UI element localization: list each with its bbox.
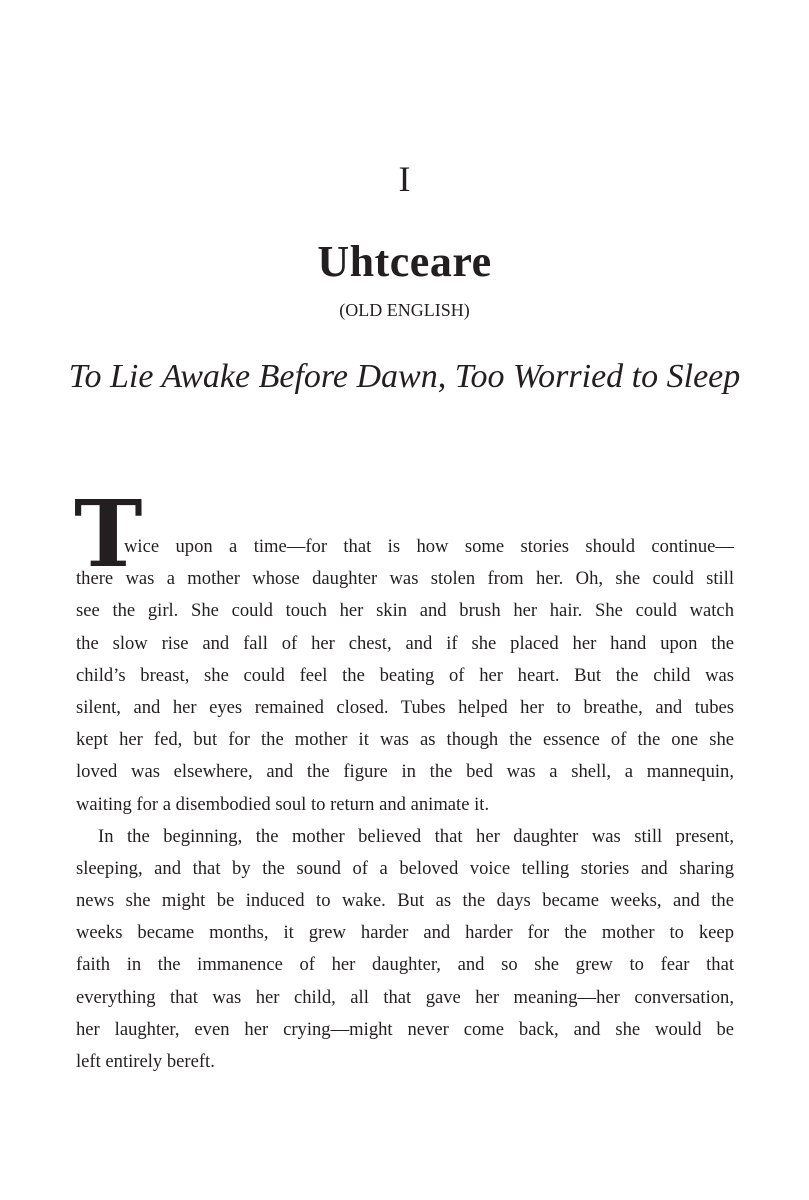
chapter-language-note: (OLD ENGLISH) bbox=[339, 300, 470, 320]
text-line: her laughter, even her crying—might never come back, and she would be bbox=[76, 1018, 734, 1040]
text-line: weeks became months, it grew harder and harder for the mother to keep bbox=[76, 922, 734, 944]
text-line: left entirely bereft. bbox=[76, 1051, 215, 1072]
text-line: kept her fed, but for the mother it was as though the essence of the one she bbox=[76, 729, 734, 751]
text-line: loved was elsewhere, and the figure in the bed was a shell, a mannequin, bbox=[76, 761, 734, 783]
text-line: news she might be induced to wake. But as the days became weeks, and the bbox=[76, 890, 734, 912]
paragraph bbox=[76, 531, 734, 821]
chapter-number: I bbox=[398, 159, 411, 199]
text-line: child’s breast, she could feel the beating of her heart. But the child was bbox=[76, 664, 734, 686]
text-line: In the beginning, the mother believed that her daughter was still present, bbox=[98, 825, 734, 847]
paragraph bbox=[76, 821, 734, 1079]
text-line: there was a mother whose daughter was stolen from her. Oh, she could still bbox=[76, 568, 734, 590]
chapter-subtitle: To Lie Awake Before Dawn, Too Worried to Sleep bbox=[68, 358, 741, 395]
text-line: wice upon a time—for that is how some stories should continue— bbox=[124, 536, 734, 557]
text-line: the slow rise and fall of her chest, and if she placed her hand upon the bbox=[76, 632, 734, 654]
text-line: sleeping, and that by the sound of a beloved voice telling stories and sharing bbox=[76, 857, 734, 879]
text-line: everything that was her child, all that gave her meaning—her conversation, bbox=[76, 986, 734, 1008]
drop-cap: T bbox=[74, 480, 143, 588]
text-line: faith in the immanence of her daughter, and so she grew to fear that bbox=[76, 954, 734, 976]
chapter-title: Uhtceare bbox=[317, 237, 492, 286]
text-line: waiting for a disembodied soul to return and animate it. bbox=[76, 793, 490, 815]
text-line: silent, and her eyes remained closed. Tubes helped her to breathe, and tubes bbox=[76, 696, 734, 718]
text-line: see the girl. She could touch her skin and brush her hair. She could watch bbox=[76, 600, 734, 622]
body-text bbox=[76, 531, 734, 1078]
